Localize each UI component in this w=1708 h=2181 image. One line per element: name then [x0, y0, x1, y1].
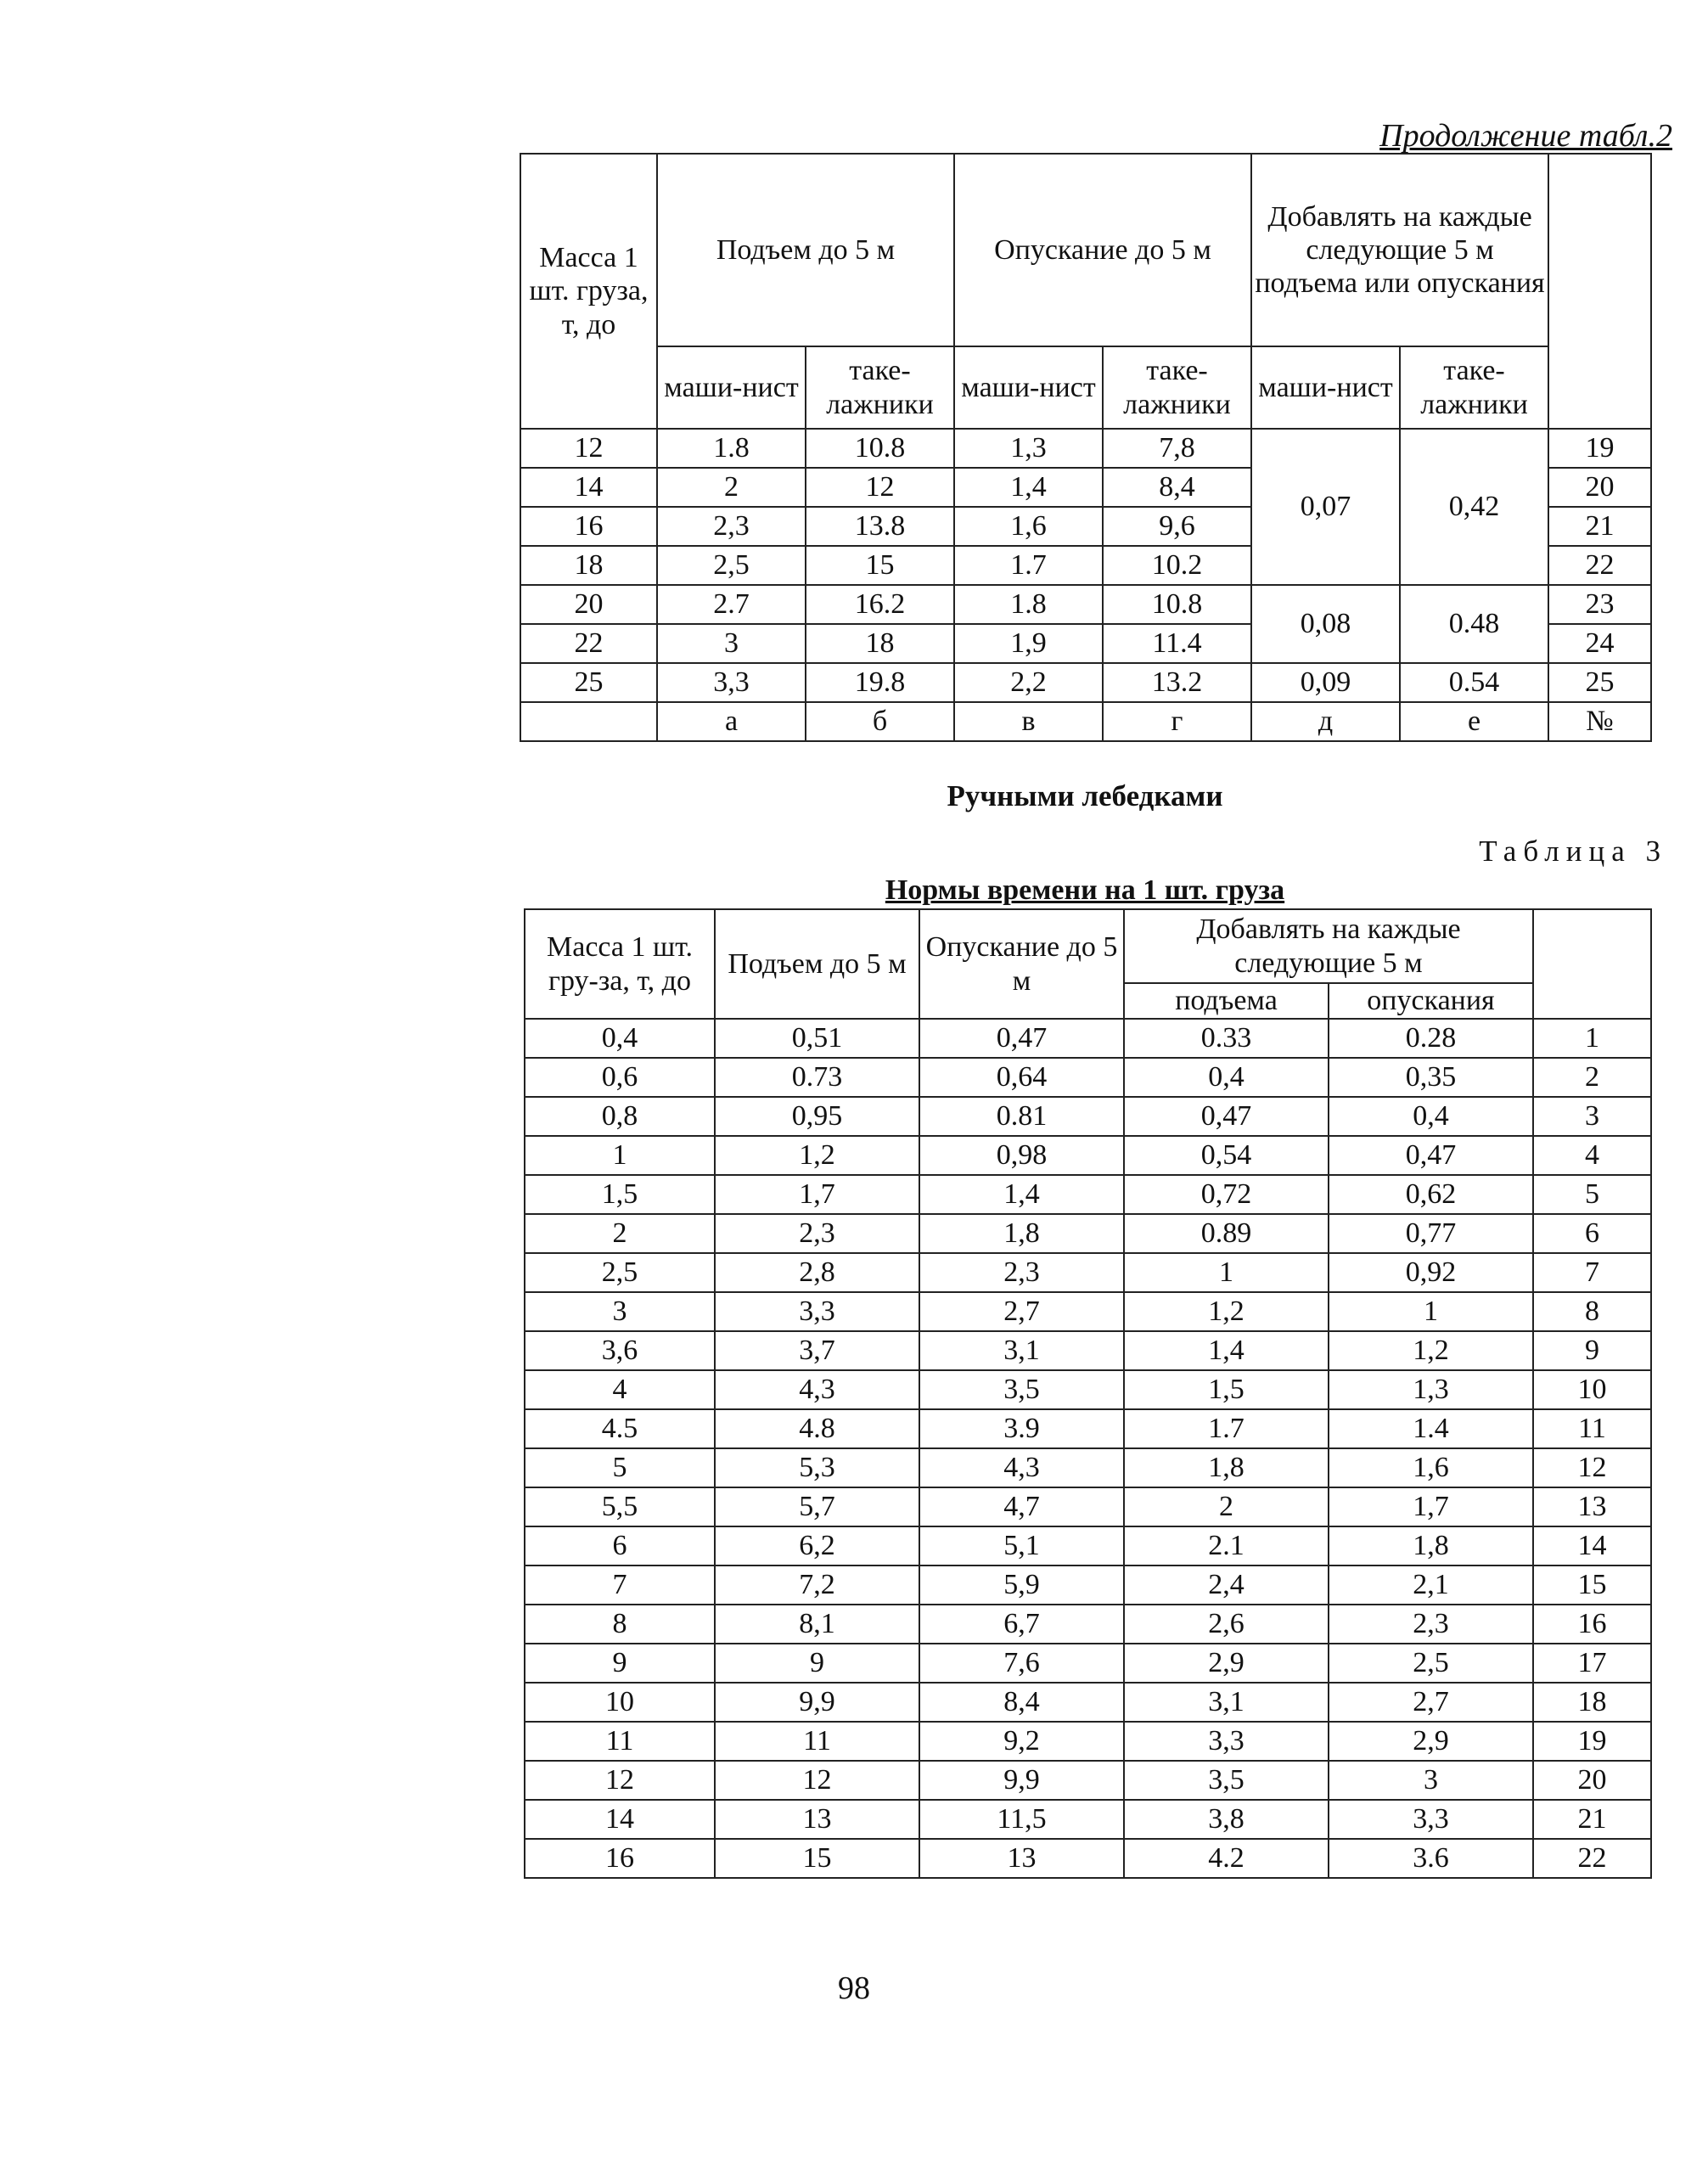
- lower-operator-cell: 1.7: [954, 546, 1103, 585]
- lift-cell: 1,7: [715, 1175, 919, 1214]
- add-lower-cell: 1,7: [1329, 1487, 1533, 1526]
- add-lower-cell: 0,4: [1329, 1097, 1533, 1136]
- table-row: [525, 1722, 1651, 1761]
- mass-cell: 5: [525, 1448, 715, 1487]
- row-number-cell: 19: [1533, 1722, 1651, 1761]
- mass-cell: 18: [520, 546, 657, 585]
- table-row: [525, 1644, 1651, 1683]
- column-letter: б: [806, 702, 954, 741]
- table-row: [525, 1683, 1651, 1722]
- table-row: [520, 585, 1651, 624]
- lift-cell: 4,3: [715, 1370, 919, 1409]
- lift-cell: 8,1: [715, 1605, 919, 1644]
- add-lift-cell: 2.1: [1124, 1526, 1329, 1565]
- add-lower-cell: 2,9: [1329, 1722, 1533, 1761]
- mass-cell: 16: [525, 1839, 715, 1878]
- lift-riggers-cell: 16.2: [806, 585, 954, 624]
- mass-cell: 12: [525, 1761, 715, 1800]
- table-row: [525, 1565, 1651, 1605]
- add-lower-cell: 0.28: [1329, 1019, 1533, 1058]
- lift-operator-cell: 2,3: [657, 507, 806, 546]
- add-lift-cell: 2: [1124, 1487, 1329, 1526]
- table-row: [525, 1800, 1651, 1839]
- add-lift-cell: 3,3: [1124, 1722, 1329, 1761]
- column-letter: д: [1251, 702, 1400, 741]
- row-number-cell: 6: [1533, 1214, 1651, 1253]
- row-number-cell: 22: [1548, 546, 1651, 585]
- add-lower-cell: 2,7: [1329, 1683, 1533, 1722]
- table-row: [525, 1370, 1651, 1409]
- add-lower-cell: 1,2: [1329, 1331, 1533, 1370]
- lift-cell: 9,9: [715, 1683, 919, 1722]
- column-letter: №: [1548, 702, 1651, 741]
- lower-cell: 5,1: [919, 1526, 1124, 1565]
- mass-cell: 1: [525, 1136, 715, 1175]
- lower-operator-cell: 1,4: [954, 468, 1103, 507]
- mass-cell: 1,5: [525, 1175, 715, 1214]
- mass-cell: 14: [525, 1800, 715, 1839]
- add-lift-cell: 3,1: [1124, 1683, 1329, 1722]
- lift-cell: 2,3: [715, 1214, 919, 1253]
- header-riggers: таке-лажники: [1400, 346, 1548, 429]
- table-label: Таблица 3: [1479, 835, 1667, 868]
- add-lower-cell: 2,3: [1329, 1605, 1533, 1644]
- header-mass: Масса 1 шт. груза, т, до: [520, 154, 657, 429]
- add-lift-cell: 3,5: [1124, 1761, 1329, 1800]
- header-add: Добавлять на каждые следующие 5 м: [1124, 909, 1533, 983]
- table-3-body: [525, 1019, 1651, 1878]
- row-number-cell: 21: [1533, 1800, 1651, 1839]
- lower-cell: 0,64: [919, 1058, 1124, 1097]
- mass-cell: 25: [520, 663, 657, 702]
- header-operator: маши-нист: [657, 346, 806, 429]
- add-lower-cell: 0,47: [1329, 1136, 1533, 1175]
- lower-cell: 4,3: [919, 1448, 1124, 1487]
- lower-cell: 0,47: [919, 1019, 1124, 1058]
- table-title: Нормы времени на 1 шт. груза: [885, 874, 1285, 906]
- lift-cell: 0,51: [715, 1019, 919, 1058]
- lower-cell: 0.81: [919, 1097, 1124, 1136]
- row-number-cell: 16: [1533, 1605, 1651, 1644]
- mass-cell: 10: [525, 1683, 715, 1722]
- table-row: [525, 1292, 1651, 1331]
- add-lift-cell: 1,4: [1124, 1331, 1329, 1370]
- header-add-lift: подъема: [1124, 983, 1329, 1019]
- row-number-cell: 8: [1533, 1292, 1651, 1331]
- mass-cell: 12: [520, 429, 657, 468]
- header-number: [1533, 909, 1651, 1019]
- header-operator: маши-нист: [1251, 346, 1400, 429]
- add-lower-cell: 1,3: [1329, 1370, 1533, 1409]
- table-row: [525, 1448, 1651, 1487]
- table-row: [525, 1839, 1651, 1878]
- lower-cell: 6,7: [919, 1605, 1124, 1644]
- lift-operator-cell: 3: [657, 624, 806, 663]
- lower-operator-cell: 1,3: [954, 429, 1103, 468]
- mass-cell: 0,8: [525, 1097, 715, 1136]
- add-lower-cell: 3,3: [1329, 1800, 1533, 1839]
- row-number-cell: 14: [1533, 1526, 1651, 1565]
- column-letter: в: [954, 702, 1103, 741]
- lower-riggers-cell: 10.8: [1103, 585, 1251, 624]
- lower-operator-cell: 1,6: [954, 507, 1103, 546]
- row-number-cell: 11: [1533, 1409, 1651, 1448]
- add-lift-cell: 0.89: [1124, 1214, 1329, 1253]
- row-number-cell: 13: [1533, 1487, 1651, 1526]
- mass-cell: 9: [525, 1644, 715, 1683]
- lift-operator-cell: 1.8: [657, 429, 806, 468]
- lift-operator-cell: 2: [657, 468, 806, 507]
- row-number-cell: 20: [1548, 468, 1651, 507]
- lower-cell: 5,9: [919, 1565, 1124, 1605]
- lower-cell: 13: [919, 1839, 1124, 1878]
- column-letters-row: [520, 702, 1651, 741]
- lower-riggers-cell: 9,6: [1103, 507, 1251, 546]
- header-add: Добавлять на каждые следующие 5 м подъема или опускания: [1251, 154, 1548, 346]
- row-number-cell: 25: [1548, 663, 1651, 702]
- lift-cell: 11: [715, 1722, 919, 1761]
- row-number-cell: 5: [1533, 1175, 1651, 1214]
- mass-cell: 11: [525, 1722, 715, 1761]
- header-number: [1548, 154, 1651, 429]
- mass-cell: 22: [520, 624, 657, 663]
- lower-cell: 7,6: [919, 1644, 1124, 1683]
- lift-cell: 1,2: [715, 1136, 919, 1175]
- table-row: [525, 1214, 1651, 1253]
- row-number-cell: 4: [1533, 1136, 1651, 1175]
- lift-cell: 5,3: [715, 1448, 919, 1487]
- mass-cell: 20: [520, 585, 657, 624]
- table-row: [525, 1605, 1651, 1644]
- header-lower: Опускание до 5 м: [954, 154, 1251, 346]
- add-lift-cell: 2,6: [1124, 1605, 1329, 1644]
- lower-operator-cell: 2,2: [954, 663, 1103, 702]
- add-riggers-cell: 0.48: [1400, 585, 1548, 663]
- table-row: [525, 1097, 1651, 1136]
- add-lower-cell: 1.4: [1329, 1409, 1533, 1448]
- table-row: [525, 1409, 1651, 1448]
- mass-cell: 6: [525, 1526, 715, 1565]
- row-number-cell: 17: [1533, 1644, 1651, 1683]
- mass-cell: 3: [525, 1292, 715, 1331]
- lift-cell: 9: [715, 1644, 919, 1683]
- row-number-cell: 15: [1533, 1565, 1651, 1605]
- row-number-cell: 18: [1533, 1683, 1651, 1722]
- lift-riggers-cell: 19.8: [806, 663, 954, 702]
- mass-cell: 5,5: [525, 1487, 715, 1526]
- lift-operator-cell: 3,3: [657, 663, 806, 702]
- add-lower-cell: 1: [1329, 1292, 1533, 1331]
- row-number-cell: 22: [1533, 1839, 1651, 1878]
- lift-riggers-cell: 18: [806, 624, 954, 663]
- row-number-cell: 24: [1548, 624, 1651, 663]
- page-number: 98: [838, 1970, 870, 2006]
- add-lift-cell: 0.33: [1124, 1019, 1329, 1058]
- add-lower-cell: 0,77: [1329, 1214, 1533, 1253]
- add-lift-cell: 4.2: [1124, 1839, 1329, 1878]
- mass-cell: 8: [525, 1605, 715, 1644]
- section-title: Ручными лебедками: [947, 779, 1223, 812]
- add-lower-cell: 1,6: [1329, 1448, 1533, 1487]
- add-lift-cell: 1,5: [1124, 1370, 1329, 1409]
- lower-cell: 9,2: [919, 1722, 1124, 1761]
- row-number-cell: 2: [1533, 1058, 1651, 1097]
- add-lower-cell: 0,92: [1329, 1253, 1533, 1292]
- lift-cell: 6,2: [715, 1526, 919, 1565]
- mass-cell: 2: [525, 1214, 715, 1253]
- table-2-continuation: [520, 153, 1652, 742]
- mass-cell: 2,5: [525, 1253, 715, 1292]
- add-lift-cell: 0,47: [1124, 1097, 1329, 1136]
- lower-cell: 0,98: [919, 1136, 1124, 1175]
- add-operator-cell: 0,09: [1251, 663, 1400, 702]
- mass-cell: 4: [525, 1370, 715, 1409]
- lift-riggers-cell: 15: [806, 546, 954, 585]
- table-row: [525, 1058, 1651, 1097]
- lift-riggers-cell: 10.8: [806, 429, 954, 468]
- lower-cell: 8,4: [919, 1683, 1124, 1722]
- add-riggers-cell: 0.54: [1400, 663, 1548, 702]
- add-lift-cell: 0,4: [1124, 1058, 1329, 1097]
- header-lift: Подъем до 5 м: [657, 154, 954, 346]
- lower-operator-cell: 1,9: [954, 624, 1103, 663]
- table-row: [525, 1136, 1651, 1175]
- header-riggers: таке-лажники: [1103, 346, 1251, 429]
- lift-cell: 12: [715, 1761, 919, 1800]
- row-number-cell: 9: [1533, 1331, 1651, 1370]
- row-number-cell: 10: [1533, 1370, 1651, 1409]
- table-3: [524, 908, 1652, 1879]
- row-number-cell: 3: [1533, 1097, 1651, 1136]
- row-number-cell: 12: [1533, 1448, 1651, 1487]
- row-number-cell: 19: [1548, 429, 1651, 468]
- lift-cell: 15: [715, 1839, 919, 1878]
- table-row: [525, 1526, 1651, 1565]
- table-row: [525, 1175, 1651, 1214]
- lower-cell: 1,8: [919, 1214, 1124, 1253]
- add-lower-cell: 2,1: [1329, 1565, 1533, 1605]
- header-riggers: таке-лажники: [806, 346, 954, 429]
- mass-cell: 0,4: [525, 1019, 715, 1058]
- table-row: [525, 1761, 1651, 1800]
- header-add-lower: опускания: [1329, 983, 1533, 1019]
- add-lower-cell: 3.6: [1329, 1839, 1533, 1878]
- add-lower-cell: 0,35: [1329, 1058, 1533, 1097]
- add-lift-cell: 2,4: [1124, 1565, 1329, 1605]
- table-row: [520, 663, 1651, 702]
- add-lift-cell: 2,9: [1124, 1644, 1329, 1683]
- add-lift-cell: 1: [1124, 1253, 1329, 1292]
- lower-operator-cell: 1.8: [954, 585, 1103, 624]
- lower-cell: 3.9: [919, 1409, 1124, 1448]
- column-letter: г: [1103, 702, 1251, 741]
- row-number-cell: 23: [1548, 585, 1651, 624]
- lift-cell: 0.73: [715, 1058, 919, 1097]
- add-lift-cell: 1,8: [1124, 1448, 1329, 1487]
- add-operator-cell: 0,08: [1251, 585, 1400, 663]
- add-lower-cell: 1,8: [1329, 1526, 1533, 1565]
- table-row: [525, 1487, 1651, 1526]
- lift-cell: 2,8: [715, 1253, 919, 1292]
- add-lift-cell: 1.7: [1124, 1409, 1329, 1448]
- table-row: [525, 1331, 1651, 1370]
- mass-cell: 14: [520, 468, 657, 507]
- lift-cell: 13: [715, 1800, 919, 1839]
- add-lift-cell: 0,54: [1124, 1136, 1329, 1175]
- lower-cell: 3,5: [919, 1370, 1124, 1409]
- empty-cell: [520, 702, 657, 741]
- lower-riggers-cell: 7,8: [1103, 429, 1251, 468]
- lift-cell: 5,7: [715, 1487, 919, 1526]
- lower-cell: 2,3: [919, 1253, 1124, 1292]
- column-letter: а: [657, 702, 806, 741]
- lift-cell: 3,3: [715, 1292, 919, 1331]
- add-riggers-cell: 0,42: [1400, 429, 1548, 585]
- mass-cell: 16: [520, 507, 657, 546]
- lift-operator-cell: 2,5: [657, 546, 806, 585]
- lift-riggers-cell: 12: [806, 468, 954, 507]
- lift-riggers-cell: 13.8: [806, 507, 954, 546]
- lift-cell: 0,95: [715, 1097, 919, 1136]
- continuation-label: Продолжение табл.2: [1379, 118, 1672, 154]
- add-lower-cell: 0,62: [1329, 1175, 1533, 1214]
- header-operator: маши-нист: [954, 346, 1103, 429]
- lower-riggers-cell: 10.2: [1103, 546, 1251, 585]
- lift-cell: 7,2: [715, 1565, 919, 1605]
- add-lift-cell: 1,2: [1124, 1292, 1329, 1331]
- add-lower-cell: 3: [1329, 1761, 1533, 1800]
- lower-cell: 3,1: [919, 1331, 1124, 1370]
- lower-cell: 4,7: [919, 1487, 1124, 1526]
- lower-cell: 2,7: [919, 1292, 1124, 1331]
- mass-cell: 7: [525, 1565, 715, 1605]
- mass-cell: 4.5: [525, 1409, 715, 1448]
- add-operator-cell: 0,07: [1251, 429, 1400, 585]
- row-number-cell: 1: [1533, 1019, 1651, 1058]
- add-lift-cell: 3,8: [1124, 1800, 1329, 1839]
- add-lower-cell: 2,5: [1329, 1644, 1533, 1683]
- row-number-cell: 20: [1533, 1761, 1651, 1800]
- lower-cell: 9,9: [919, 1761, 1124, 1800]
- header-lift: Подъем до 5 м: [715, 909, 919, 1019]
- column-letter: е: [1400, 702, 1548, 741]
- add-lift-cell: 0,72: [1124, 1175, 1329, 1214]
- header-mass: Масса 1 шт. гру-за, т, до: [525, 909, 715, 1019]
- lower-riggers-cell: 8,4: [1103, 468, 1251, 507]
- lift-cell: 3,7: [715, 1331, 919, 1370]
- lower-riggers-cell: 11.4: [1103, 624, 1251, 663]
- lift-cell: 4.8: [715, 1409, 919, 1448]
- lower-riggers-cell: 13.2: [1103, 663, 1251, 702]
- lower-cell: 1,4: [919, 1175, 1124, 1214]
- table-row: [525, 1253, 1651, 1292]
- row-number-cell: 7: [1533, 1253, 1651, 1292]
- lift-operator-cell: 2.7: [657, 585, 806, 624]
- row-number-cell: 21: [1548, 507, 1651, 546]
- table-row: [525, 1019, 1651, 1058]
- mass-cell: 0,6: [525, 1058, 715, 1097]
- mass-cell: 3,6: [525, 1331, 715, 1370]
- lower-cell: 11,5: [919, 1800, 1124, 1839]
- table-row: [520, 429, 1651, 468]
- header-lower: Опускание до 5 м: [919, 909, 1124, 1019]
